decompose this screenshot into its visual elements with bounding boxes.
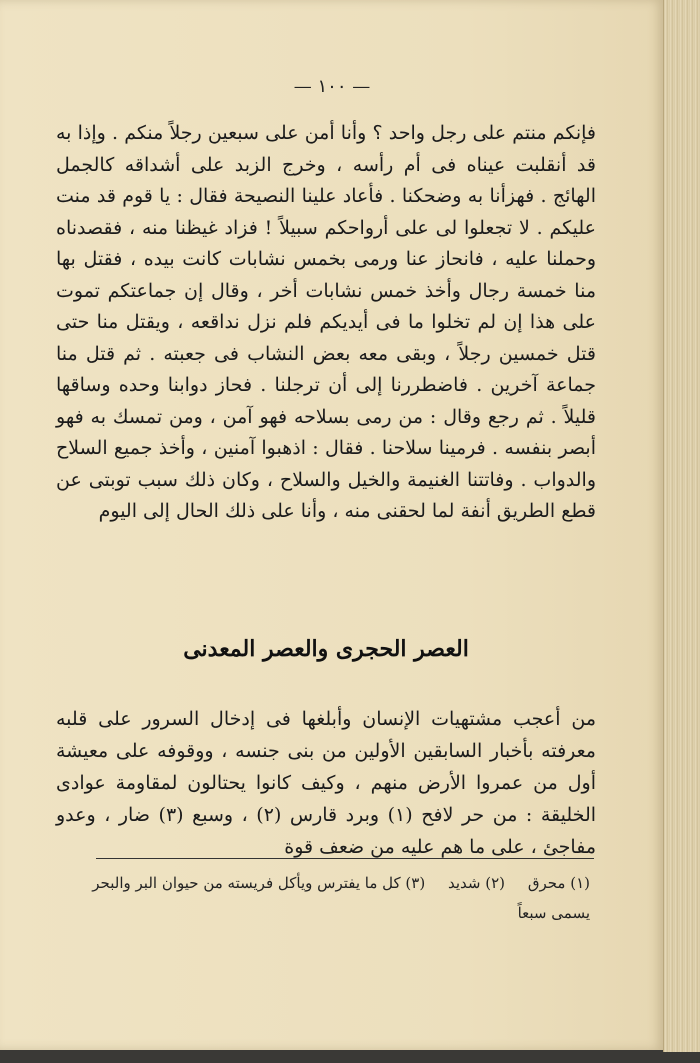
section-title: العصر الحجرى والعصر المعدنى	[183, 636, 469, 662]
footnote-1: (١) محرق	[527, 874, 590, 892]
footnote-3: (٣) كل ما يفترس ويأكل فريسته من حيوان البر والبحر يسمى سبعاً	[92, 874, 590, 922]
section-text	[56, 684, 596, 882]
page-number: — ١٠٠ —	[293, 76, 371, 97]
footnote-divider	[96, 858, 594, 859]
footnotes	[60, 868, 590, 928]
section-paragraph: من أعجب مشتهيات الإنسان وأبلغها فى إدخال السرور على قلبه معرفته بأخبار السابقين الأولين من بنى جنسه ، ووقوفه على معيشة أول من عمروا الأرض منهم ، وكيف كانوا يحتالون لمقاومة عوادى الخليقة : من حر لافح (١) وبرد قارس (٢) ، وسبع (٣) ضار ، وعدو مفاجئ ، على ما هم عليه من ضعف قوة	[56, 708, 597, 858]
body-paragraph: فإنكم منتم على رجل واحد ؟ وأنا أمن على سبعين رجلاً منكم . وإذا به قد أنقلبت عيناه فى أم رأسه ، وخرج الزبد على أشداقه كالجمل الهائج . فهزأنا به وضحكنا . فأعاد علينا النصيحة فقال : يا قوم قد منت عليكم . لا تجعلوا لى على أرواحكم سبيلاً ! فزاد غيظنا منه ، فقصدناه وحملنا عليه ، فانحاز عنا ورمى بخمس نشابات كانت بيده ، فقتل بها منا خمسة رجال وأخذ خمس نشابات أخر ، وقال إن جماعتكم تموت على هذا إن لم تخلوا ما فى أيديكم فلم نزل نداقعه ، ويقتل منا حتى قتل خمسين رجلاً ، وبقى معه بعض النشاب فى جعبته . ثم قتل منا جماعة آخرين . فاضطررنا إلى أن ترجلنا . فحاز دوابنا وحده وساقها قليلاً . ثم رجع وقال : من رمى بسلاحه فهو آمن ، ومن تمسك به فهو أبصر بنفسه . فرمينا سلاحنا . فقال : اذهبوا آمنين ، وأخذ جميع السلاح والدواب . وفاتتنا الغنيمة والخيل والسلاح ، وكان ذلك سبب توبتى عن قطع الطريق أنفة لما لحقنى منه ، وأنا على ذلك الحال إلى اليوم	[56, 122, 596, 522]
footnote-2: (٢) شديد	[447, 874, 506, 892]
page-stack-edge	[663, 0, 700, 1052]
body-text	[56, 118, 596, 528]
